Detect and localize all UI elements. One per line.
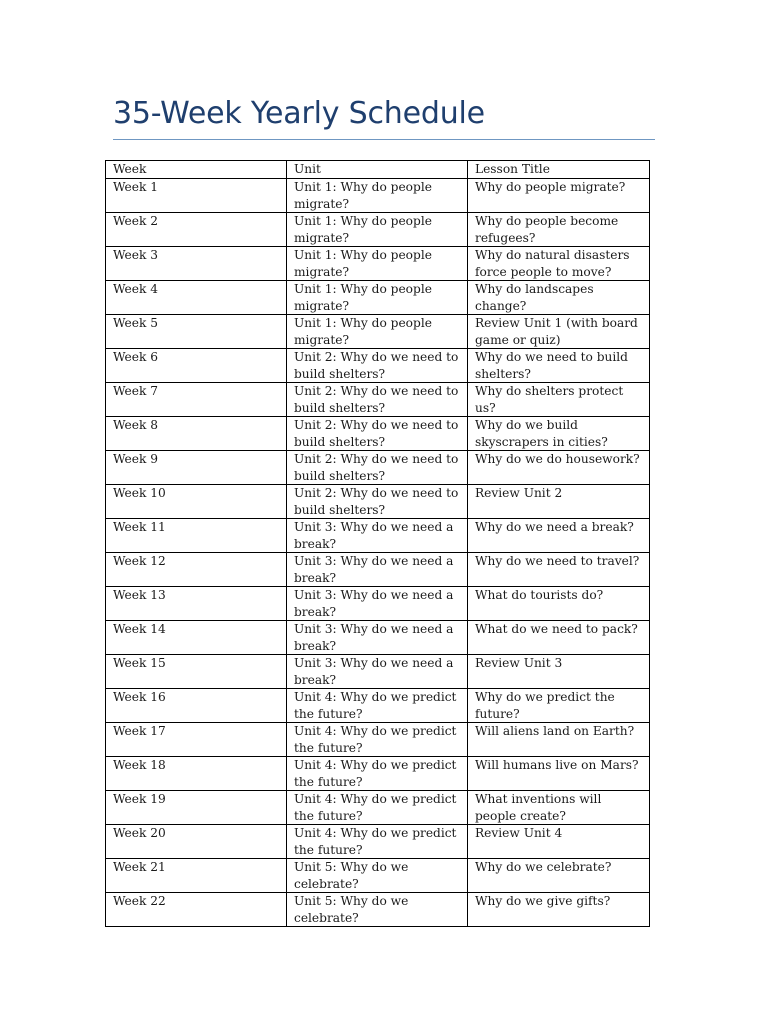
unit-cell: Unit 1: Why do people migrate? (287, 281, 468, 315)
page-title: 35-Week Yearly Schedule (113, 96, 485, 131)
lesson-title-cell: Why do natural disasters force people to move? (468, 247, 650, 281)
week-cell: Week 11 (106, 519, 287, 553)
lesson-title-cell: Why do people become refugees? (468, 213, 650, 247)
lesson-title-cell: Why do we do housework? (468, 451, 650, 485)
week-cell: Week 15 (106, 655, 287, 689)
title-divider (113, 139, 655, 140)
unit-cell: Unit 4: Why do we predict the future? (287, 757, 468, 791)
lesson-title-cell: What do tourists do? (468, 587, 650, 621)
table-row (106, 451, 650, 485)
table-body (106, 179, 650, 927)
lesson-title-cell: Why do we build skyscrapers in cities? (468, 417, 650, 451)
table-row (106, 349, 650, 383)
lesson-title-cell: Why do we need to travel? (468, 553, 650, 587)
lesson-title-cell: Why do we predict the future? (468, 689, 650, 723)
week-cell: Week 18 (106, 757, 287, 791)
week-cell: Week 16 (106, 689, 287, 723)
unit-cell: Unit 1: Why do people migrate? (287, 247, 468, 281)
unit-cell: Unit 4: Why do we predict the future? (287, 723, 468, 757)
lesson-title-cell: Why do we need to build shelters? (468, 349, 650, 383)
table-row (106, 553, 650, 587)
unit-cell: Unit 1: Why do people migrate? (287, 213, 468, 247)
week-cell: Week 22 (106, 893, 287, 927)
table-row (106, 179, 650, 213)
unit-cell: Unit 2: Why do we need to build shelters? (287, 349, 468, 383)
unit-cell: Unit 3: Why do we need a break? (287, 655, 468, 689)
week-cell: Week 5 (106, 315, 287, 349)
unit-cell: Unit 2: Why do we need to build shelters? (287, 417, 468, 451)
table-row (106, 655, 650, 689)
table-row (106, 621, 650, 655)
table-row (106, 383, 650, 417)
unit-cell: Unit 4: Why do we predict the future? (287, 825, 468, 859)
week-cell: Week 19 (106, 791, 287, 825)
table-row (106, 825, 650, 859)
unit-cell: Unit 4: Why do we predict the future? (287, 689, 468, 723)
week-cell: Week 2 (106, 213, 287, 247)
table-row (106, 485, 650, 519)
week-cell: Week 20 (106, 825, 287, 859)
unit-cell: Unit 3: Why do we need a break? (287, 519, 468, 553)
table-row (106, 587, 650, 621)
lesson-title-cell: What inventions will people create? (468, 791, 650, 825)
unit-cell: Unit 3: Why do we need a break? (287, 587, 468, 621)
table-row (106, 315, 650, 349)
week-cell: Week 4 (106, 281, 287, 315)
lesson-title-cell: What do we need to pack? (468, 621, 650, 655)
lesson-title-cell: Why do we celebrate? (468, 859, 650, 893)
week-cell: Week 7 (106, 383, 287, 417)
unit-cell: Unit 2: Why do we need to build shelters? (287, 383, 468, 417)
unit-cell: Unit 1: Why do people migrate? (287, 179, 468, 213)
table-row (106, 213, 650, 247)
unit-cell: Unit 2: Why do we need to build shelters? (287, 485, 468, 519)
week-cell: Week 13 (106, 587, 287, 621)
table-row (106, 893, 650, 927)
week-cell: Week 8 (106, 417, 287, 451)
table-row (106, 757, 650, 791)
unit-cell: Unit 2: Why do we need to build shelters? (287, 451, 468, 485)
unit-cell: Unit 1: Why do people migrate? (287, 315, 468, 349)
week-cell: Week 14 (106, 621, 287, 655)
week-cell: Week 3 (106, 247, 287, 281)
table-row (106, 791, 650, 825)
lesson-title-cell: Why do we give gifts? (468, 893, 650, 927)
table-row (106, 417, 650, 451)
lesson-title-cell: Review Unit 4 (468, 825, 650, 859)
week-cell: Week 9 (106, 451, 287, 485)
unit-cell: Unit 5: Why do we celebrate? (287, 893, 468, 927)
unit-cell: Unit 4: Why do we predict the future? (287, 791, 468, 825)
lesson-title-cell: Review Unit 3 (468, 655, 650, 689)
unit-cell: Unit 3: Why do we need a break? (287, 553, 468, 587)
week-cell: Week 6 (106, 349, 287, 383)
week-cell: Week 12 (106, 553, 287, 587)
column-header-week: Week (106, 161, 287, 179)
table-row (106, 281, 650, 315)
week-cell: Week 21 (106, 859, 287, 893)
table-row (106, 519, 650, 553)
table-row (106, 689, 650, 723)
lesson-title-cell: Review Unit 2 (468, 485, 650, 519)
lesson-title-cell: Why do we need a break? (468, 519, 650, 553)
unit-cell: Unit 5: Why do we celebrate? (287, 859, 468, 893)
schedule-table (105, 160, 650, 927)
unit-cell: Unit 3: Why do we need a break? (287, 621, 468, 655)
table-header-row (106, 161, 650, 179)
lesson-title-cell: Why do landscapes change? (468, 281, 650, 315)
lesson-title-cell: Will aliens land on Earth? (468, 723, 650, 757)
lesson-title-cell: Why do shelters protect us? (468, 383, 650, 417)
lesson-title-cell: Will humans live on Mars? (468, 757, 650, 791)
table-row (106, 859, 650, 893)
week-cell: Week 1 (106, 179, 287, 213)
lesson-title-cell: Why do people migrate? (468, 179, 650, 213)
table-row (106, 247, 650, 281)
column-header-unit: Unit (287, 161, 468, 179)
lesson-title-cell: Review Unit 1 (with board game or quiz) (468, 315, 650, 349)
column-header-lesson-title: Lesson Title (468, 161, 650, 179)
week-cell: Week 17 (106, 723, 287, 757)
week-cell: Week 10 (106, 485, 287, 519)
table-row (106, 723, 650, 757)
